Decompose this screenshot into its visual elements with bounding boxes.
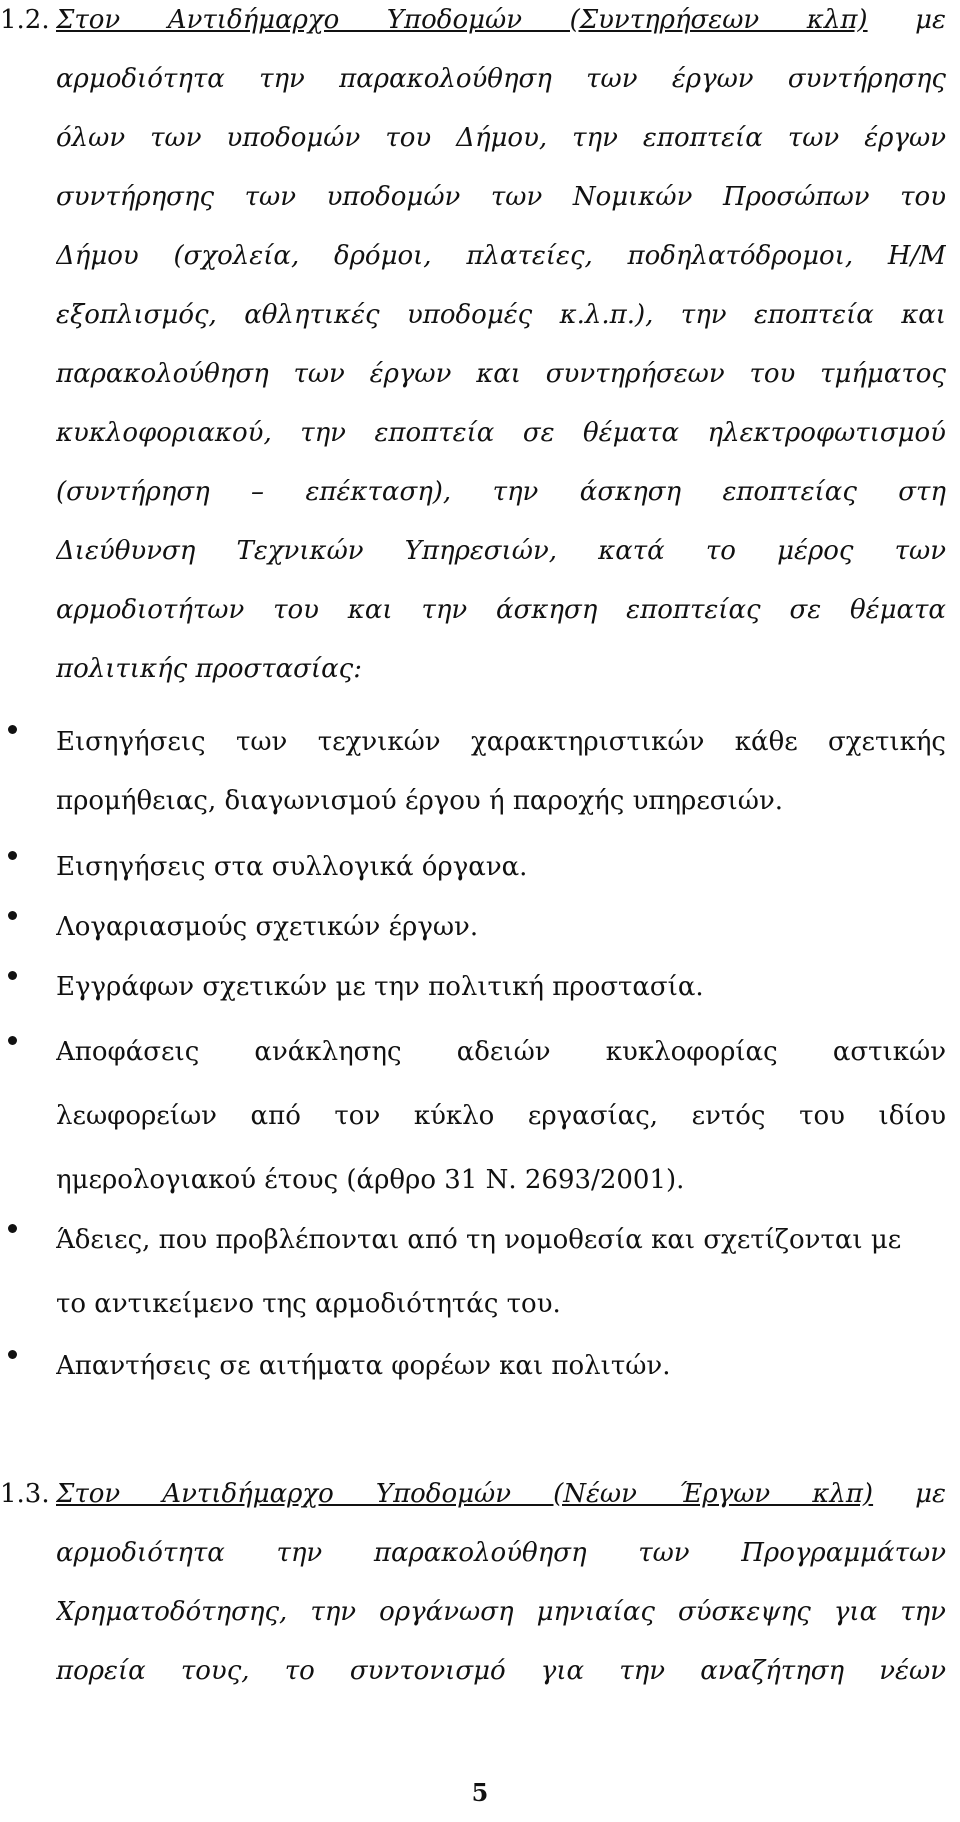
section-1-2-number: 1.2. — [0, 5, 50, 35]
bullet-line: λεωφορείων από τον κύκλο εργασίας, εντός του ιδίου — [56, 1101, 946, 1131]
bullet-line: προμήθειας, διαγωνισμού έργου ή παροχής υπηρεσιών. — [56, 786, 784, 816]
section-1-2-line: παρακολούθηση των έργων και συντηρήσεων του τμήματος — [56, 359, 946, 389]
section-1-3-line: Χρηματοδότησης, την οργάνωση μηνιαίας σύσκεψης για την — [56, 1597, 946, 1627]
bullet-line: Εισηγήσεις στα συλλογικά όργανα. — [56, 852, 528, 882]
bullet-line: ημερολογιακού έτους (άρθρο 31 Ν. 2693/2001). — [56, 1165, 685, 1195]
section-1-2-line: Διεύθυνση Τεχνικών Υπηρεσιών, κατά το μέρος των — [56, 536, 946, 566]
bullet-line: Άδειες, που προβλέπονται από τη νομοθεσία και σχετίζονται με — [56, 1225, 902, 1255]
bullet-line: Εισηγήσεις των τεχνικών χαρακτηριστικών κάθε σχετικής — [56, 727, 946, 757]
section-1-2-line: Δήμου (σχολεία, δρόμοι, πλατείες, ποδηλατόδρομοι, Η/Μ — [56, 241, 946, 271]
section-1-2-line: πολιτικής προστασίας: — [56, 654, 362, 684]
bullet-line: το αντικείμενο της αρμοδιότητάς του. — [56, 1289, 561, 1319]
section-1-2-line: συντήρησης των υποδομών των Νομικών Προσώπων του — [56, 182, 946, 212]
bullet-line: Λογαριασμούς σχετικών έργων. — [56, 912, 479, 942]
section-1-2-line: (συντήρηση – επέκταση), την άσκηση εποπτείας στη — [56, 477, 946, 507]
section-1-3-line: πορεία τους, το συντονισμό για την αναζήτηση νέων — [56, 1656, 946, 1686]
section-1-3-line: αρμοδιότητα την παρακολούθηση των Προγραμμάτων — [56, 1538, 946, 1568]
section-1-2-line: αρμοδιότητα την παρακολούθηση των έργων συντήρησης — [56, 64, 946, 94]
bullet-icon — [8, 1350, 17, 1359]
section-1-3-heading-line — [56, 1474, 946, 1514]
bullet-icon — [8, 725, 17, 734]
section-1-2-line: όλων των υποδομών του Δήμου, την εποπτεία των έργων — [56, 123, 946, 153]
bullet-icon — [8, 1224, 17, 1233]
section-1-2-heading-tail: με — [915, 5, 946, 35]
page-number: 5 — [471, 1778, 489, 1807]
section-1-2-heading-line — [56, 0, 946, 40]
bullet-line: Αποφάσεις ανάκλησης αδειών κυκλοφορίας αστικών — [56, 1037, 946, 1067]
bullet-icon — [8, 971, 17, 980]
section-1-2-heading: Στον Αντιδήμαρχο Υποδομών (Συντηρήσεων κλπ) — [56, 5, 868, 35]
section-1-2-line: εξοπλισμός, αθλητικές υποδομές κ.λ.π.), την εποπτεία και — [56, 300, 946, 330]
section-1-2-line: αρμοδιοτήτων του και την άσκηση εποπτείας σε θέματα — [56, 595, 946, 625]
section-1-3-number: 1.3. — [0, 1479, 50, 1509]
section-1-3-heading: Στον Αντιδήμαρχο Υποδομών (Νέων Έργων κλπ) — [56, 1479, 874, 1509]
bullet-line: Απαντήσεις σε αιτήματα φορέων και πολιτών. — [56, 1351, 671, 1381]
bullet-icon — [8, 851, 17, 860]
section-1-2-line: κυκλοφοριακού, την εποπτεία σε θέματα ηλεκτροφωτισμού — [56, 418, 946, 448]
bullet-icon — [8, 1036, 17, 1045]
bullet-icon — [8, 911, 17, 920]
section-1-3-heading-tail: με — [915, 1479, 946, 1509]
bullet-line: Εγγράφων σχετικών με την πολιτική προστασία. — [56, 972, 704, 1002]
